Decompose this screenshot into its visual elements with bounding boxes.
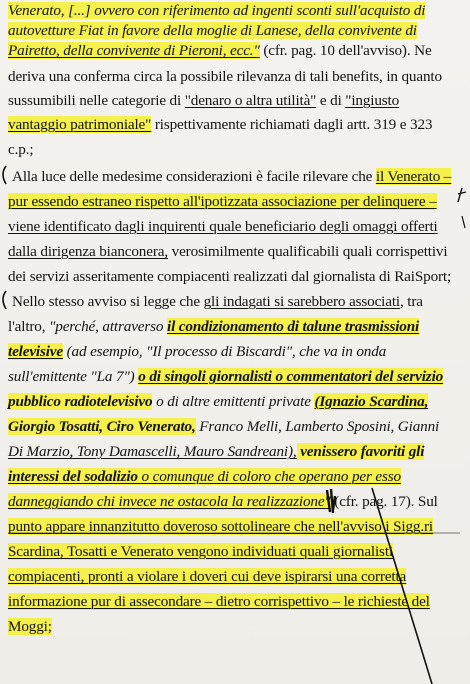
text-run: Pairetto, della convivente di Pieroni, ecc." [8, 42, 260, 59]
text-run: Moggi; [8, 618, 52, 635]
text-run: televisive [8, 343, 63, 360]
text-line-4 [8, 68, 470, 86]
text-line-23 [8, 543, 470, 561]
text-run: c.p.; [8, 141, 34, 158]
left-bracket-mark [3, 291, 6, 309]
text-line-16 [8, 368, 470, 386]
text-run: Di Marzio, Tony Damascelli, Mauro Sandreani), [8, 443, 297, 460]
text-run: viene identificato dagli inquirenti quale beneficiario degli omaggi offerti [8, 218, 438, 235]
text-line-12 [8, 268, 470, 286]
text-run: l'altro, [8, 318, 50, 335]
text-line-6 [8, 116, 470, 134]
text-line-21 [8, 493, 470, 511]
text-run: (Ignazio Scardina, [314, 393, 429, 410]
text-line-2 [8, 22, 470, 40]
text-run: vantaggio patrimoniale" [8, 116, 152, 133]
text-line-7 [8, 141, 470, 159]
text-line-8 [12, 168, 470, 186]
text-run: (ad esempio, "Il processo di Biscardi", che va in onda [63, 343, 387, 360]
text-run: Franco Melli, Lamberto Sposini, Gianni [195, 418, 440, 435]
text-run: , tra [399, 293, 423, 310]
text-line-19 [8, 443, 470, 461]
text-line-18 [8, 418, 470, 436]
text-line-5 [8, 92, 470, 110]
text-run: compiacenti, pronti a violare i doveri cui deve ispirarsi una corretta [8, 568, 407, 585]
text-run: rispettivamente richiamati dagli artt. 319 e 323 [151, 116, 433, 133]
text-run: Alla luce delle medesime considerazioni è facile rilevare che [12, 168, 376, 185]
text-run: "ingiusto [345, 92, 400, 109]
text-run: il Venerato – [375, 168, 452, 185]
text-line-15 [8, 343, 470, 361]
text-run: sull'emittente "La 7") [8, 368, 139, 385]
text-run: gli indagati si sarebbero associati [203, 293, 400, 310]
text-line-1 [8, 2, 470, 20]
text-run: e di [316, 92, 346, 109]
text-line-3 [8, 42, 470, 60]
text-line-24 [8, 568, 470, 586]
text-run: Venerato, [...] ovvero con riferimento ad ingenti sconti sull'acquisto di [8, 2, 426, 19]
text-run: autovetture Fiat in favore della moglie di Lanese, della convivente di [8, 22, 417, 39]
text-run: Giorgio Tosatti, Ciro Venerato, [8, 418, 196, 435]
text-line-13 [12, 293, 470, 311]
text-line-14 [8, 318, 470, 336]
text-run: (cfr. pag. 17). Sul [330, 493, 438, 510]
text-run: Scardina, Tosatti e Venerato vengono individuati quali giornalisti [8, 543, 393, 560]
text-run: il condizionamento di talune trasmissioni [167, 318, 420, 335]
text-run: Nello stesso avviso si legge che [12, 293, 204, 310]
text-run: venissero favoriti gli [296, 443, 425, 460]
text-run: pur essendo estraneo rispetto all'ipotizzata associazione per delinquere – [8, 193, 437, 210]
text-run: o comunque di coloro che operano per esso [137, 468, 401, 485]
text-line-22 [8, 518, 470, 536]
text-line-10 [8, 218, 470, 236]
text-run: o di altre emittenti private [152, 393, 315, 410]
text-run: verosimilmente qualificabili quali corrispettivi [167, 243, 448, 260]
text-run: "perché, attraverso [49, 318, 167, 335]
text-run: (cfr. pag. 10 dell'avviso). Ne [259, 42, 432, 59]
text-line-9 [8, 193, 470, 211]
text-run: sussumibili nelle categorie di [8, 92, 185, 109]
text-line-26 [8, 618, 470, 636]
text-run: punto appare innanzitutto doveroso sottolineare che nell'avviso i Sigg.ri [8, 518, 433, 535]
text-run: dei servizi asseritamente compiacenti realizzati dal giornalista di RaiSport; [8, 268, 452, 285]
text-run: informazione pur di assecondare – dietro corrispettivo – le richieste del [8, 593, 430, 610]
text-run: pubblico radiotelevisivo [8, 393, 153, 410]
text-line-11 [8, 243, 470, 261]
text-run: deriva una conferma circa la possibile rilevanza di tali benefits, in quanto [8, 68, 442, 85]
text-line-25 [8, 593, 470, 611]
text-line-17 [8, 393, 470, 411]
text-line-20 [8, 468, 470, 486]
text-run: o di singoli giornalisti o commentatori del servizio [138, 368, 444, 385]
text-run: "denaro o altra utilità" [184, 92, 317, 109]
text-run: dalla dirigenza bianconera, [8, 243, 168, 260]
left-bracket-mark [3, 166, 6, 184]
text-run: danneggiando chi invece ne ostacola la realizzazione" [8, 493, 331, 510]
text-run: interessi del sodalizio [8, 468, 138, 485]
